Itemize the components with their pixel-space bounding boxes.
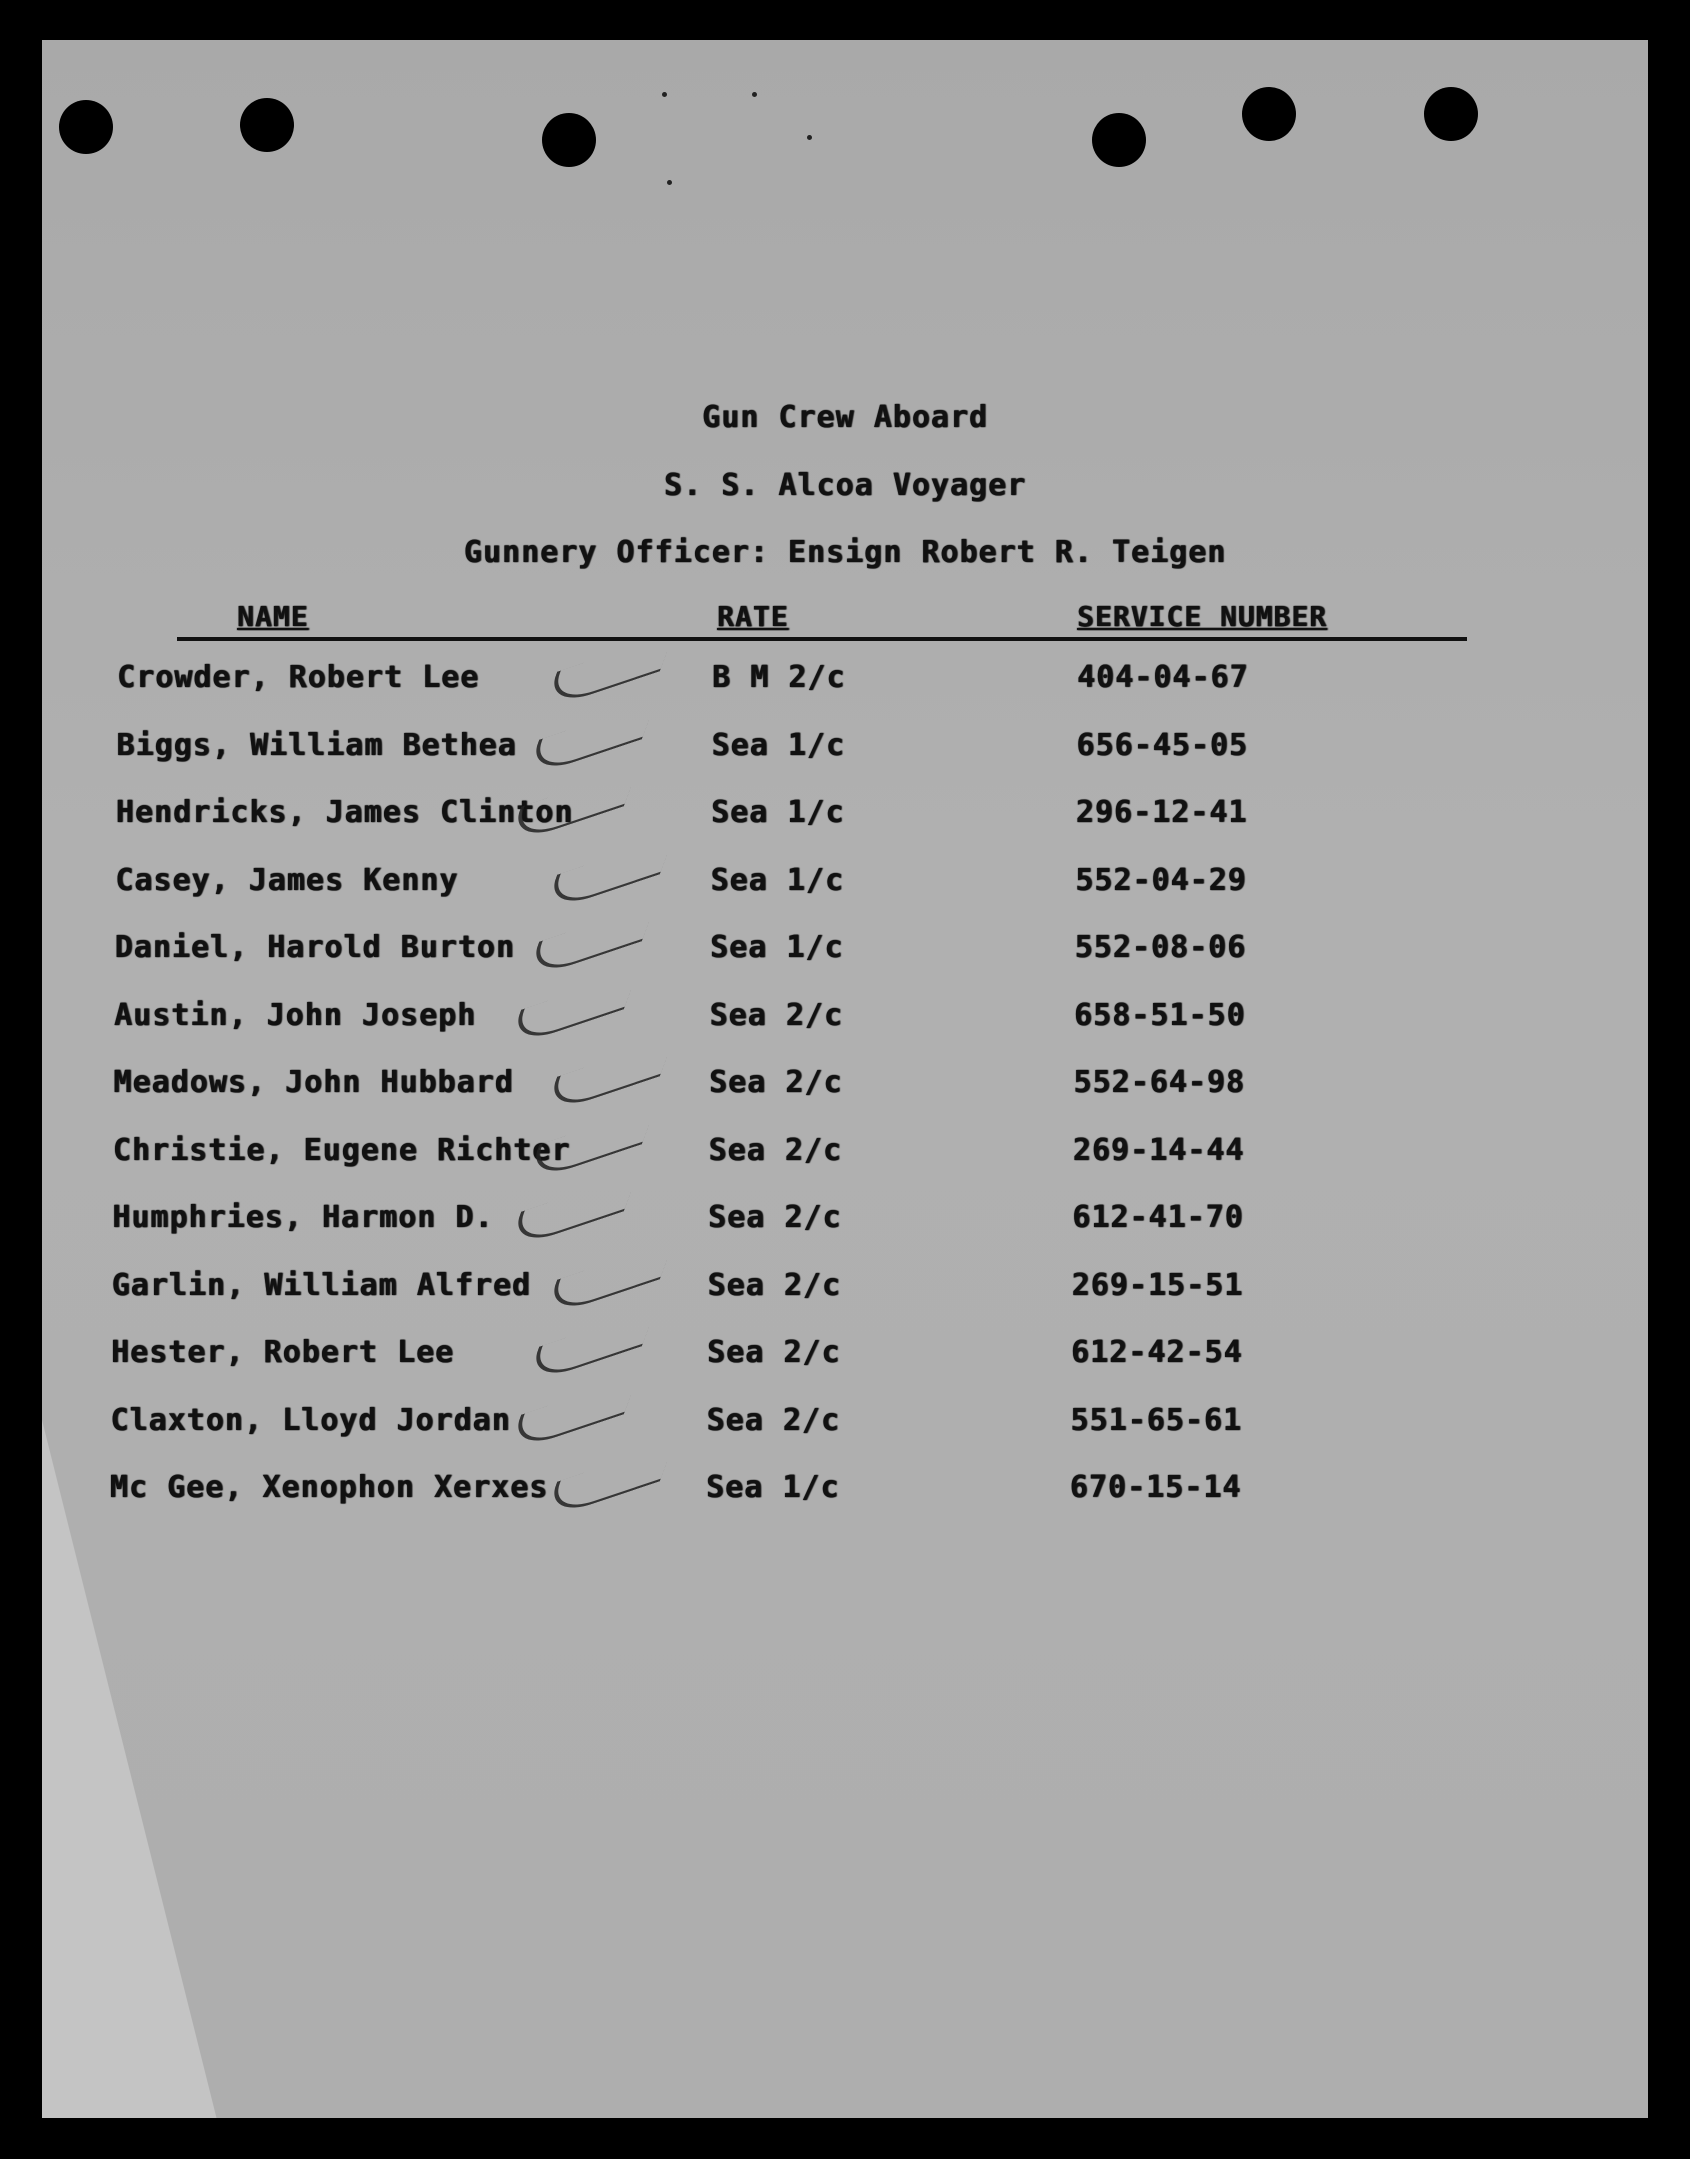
crew-service-number: 269-14-44 xyxy=(1072,1132,1245,1168)
column-header-rate: RATE xyxy=(717,600,789,633)
punch-hole xyxy=(1242,87,1296,141)
crew-name: Claxton, Lloyd Jordan xyxy=(110,1402,511,1438)
punch-hole xyxy=(59,100,113,154)
crew-service-number: 658-51-50 xyxy=(1074,997,1246,1033)
crew-rate: Sea 1/c xyxy=(710,862,844,898)
crew-rate: Sea 1/c xyxy=(711,795,845,830)
crew-name: Biggs, William Bethea xyxy=(116,727,517,763)
crew-service-number: 269-15-51 xyxy=(1071,1267,1244,1303)
checkmark-icon xyxy=(525,700,657,778)
crew-service-number: 552-04-29 xyxy=(1075,862,1247,898)
checkmark-icon xyxy=(543,1442,675,1520)
ship-name: S. S. Alcoa Voyager xyxy=(663,468,1027,503)
checkmark-icon xyxy=(543,632,675,710)
crew-name: Crowder, Robert Lee xyxy=(117,660,480,695)
crew-service-number: 296-12-41 xyxy=(1075,795,1248,830)
checkmark-icon xyxy=(525,1105,657,1183)
speck xyxy=(807,135,812,140)
checkmark-icon xyxy=(543,835,675,913)
crew-name: Hester, Robert Lee xyxy=(111,1335,455,1370)
punch-hole xyxy=(542,113,596,167)
crew-rate: Sea 2/c xyxy=(706,1402,840,1438)
crew-rate: Sea 2/c xyxy=(707,1267,841,1303)
crew-service-number: 612-42-54 xyxy=(1071,1335,1243,1370)
crew-rate: Sea 2/c xyxy=(708,1200,842,1235)
gunnery-officer: Gunnery Officer: Ensign Robert R. Teigen xyxy=(463,535,1227,570)
crew-rate: B M 2/c xyxy=(712,660,846,695)
crew-name: Humphries, Harmon D. xyxy=(112,1200,494,1235)
crew-service-number: 552-64-98 xyxy=(1073,1065,1245,1100)
punch-hole xyxy=(1092,113,1146,167)
speck xyxy=(667,180,672,185)
header-rule xyxy=(177,637,1467,641)
crew-service-number: 551-65-61 xyxy=(1070,1402,1242,1438)
speck xyxy=(752,92,757,97)
checkmark-icon xyxy=(525,1307,657,1385)
column-header-name: NAME xyxy=(237,600,309,633)
checkmark-icon xyxy=(507,767,639,845)
folded-corner xyxy=(42,1420,227,2118)
crew-name: Hendricks, James Clinton xyxy=(115,795,574,830)
crew-service-number: 404-04-67 xyxy=(1077,660,1249,695)
crew-rate: Sea 1/c xyxy=(711,727,845,763)
crew-name: Casey, James Kenny xyxy=(115,862,459,898)
checkmark-icon xyxy=(507,970,639,1048)
document-page xyxy=(42,40,1648,2118)
crew-rate: Sea 2/c xyxy=(709,1065,843,1100)
crew-name: Garlin, William Alfred xyxy=(111,1267,531,1303)
checkmark-icon xyxy=(525,902,657,980)
crew-rate: Sea 1/c xyxy=(706,1470,840,1505)
crew-name: Austin, John Joseph xyxy=(114,997,477,1033)
crew-rate: Sea 1/c xyxy=(710,930,844,965)
checkmark-icon xyxy=(507,1172,639,1250)
punch-hole xyxy=(240,98,294,152)
crew-rate: Sea 2/c xyxy=(707,1335,841,1370)
speck xyxy=(662,92,667,97)
checkmark-icon xyxy=(543,1240,675,1318)
crew-service-number: 670-15-14 xyxy=(1069,1470,1242,1505)
crew-name: Christie, Eugene Richter xyxy=(112,1132,571,1168)
crew-rate: Sea 2/c xyxy=(708,1132,842,1168)
crew-service-number: 656-45-05 xyxy=(1076,727,1248,763)
crew-rate: Sea 2/c xyxy=(709,997,843,1033)
crew-name: Daniel, Harold Burton xyxy=(114,930,515,965)
crew-name: Mc Gee, Xenophon Xerxes xyxy=(109,1470,549,1505)
punch-hole xyxy=(1424,87,1478,141)
crew-service-number: 552-08-06 xyxy=(1074,930,1247,965)
document-title: Gun Crew Aboard xyxy=(702,400,988,435)
column-header-service-number: SERVICE NUMBER xyxy=(1077,600,1328,633)
crew-service-number: 612-41-70 xyxy=(1072,1200,1244,1235)
checkmark-icon xyxy=(507,1375,639,1453)
checkmark-icon xyxy=(543,1037,675,1115)
crew-name: Meadows, John Hubbard xyxy=(113,1065,514,1100)
